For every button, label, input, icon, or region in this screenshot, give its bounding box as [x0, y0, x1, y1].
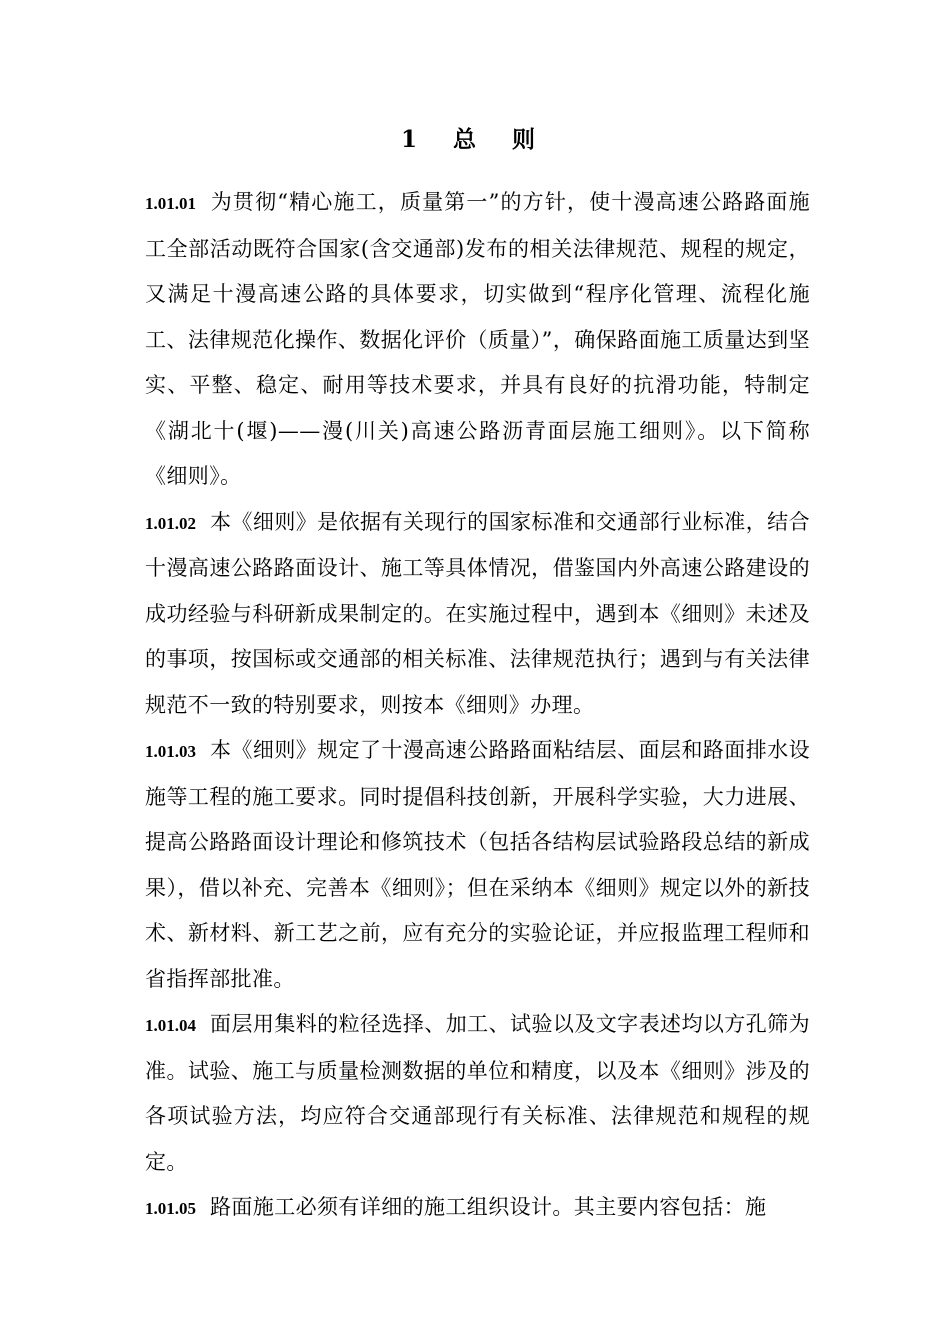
clause-number: 1.01.05	[145, 1199, 196, 1218]
clause-1-01-01	[145, 180, 810, 500]
clause-number: 1.01.04	[145, 1016, 196, 1035]
clause-text: 路面施工必须有详细的施工组织设计。其主要内容包括：施	[210, 1195, 767, 1219]
document-body	[145, 180, 810, 1232]
clause-1-01-03	[145, 728, 810, 1002]
chapter-title: 1 总 则	[400, 126, 550, 153]
clause-1-01-05	[145, 1185, 810, 1232]
clause-text: 本《细则》规定了十漫高速公路路面粘结层、面层和路面排水设施等工程的施工要求。同时提倡科技创新，开展科学实验，大力进展、提高公路路面设计理论和修筑技术（包括各结构层试验路段总结的新成果），借以补充、完善本《细则》；但在采纳本《细则》规定以外的新技术、新材料、新工艺之前，应有充分的实验论证，并应报监理工程师和省指挥部批准。	[145, 738, 810, 991]
clause-text: 本《细则》是依据有关现行的国家标准和交通部行业标准，结合十漫高速公路路面设计、施工等具体情况，借鉴国内外高速公路建设的成功经验与科研新成果制定的。在实施过程中，遇到本《细则》未述及的事项，按国标或交通部的相关标准、法律规范执行；遇到与有关法律规范不一致的特别要求，则按本《细则》办理。	[145, 509, 810, 717]
clause-number: 1.01.02	[145, 513, 196, 533]
clause-number: 1.01.03	[145, 742, 196, 761]
clause-text: 为贯彻“精心施工，质量第一”的方针，使十漫高速公路路面施工全部活动既符合国家(含交通部)发布的相关法律规范、规程的规定，又满足十漫高速公路的具体要求，切实做到“程序化管理、流程化施工、法律规范化操作、数据化评价（质量）”，确保路面施工质量达到坚实、平整、稳定、耐用等技术要求，并具有良好的抗滑功能，特制定《湖北十(堰)——漫(川关)高速公路沥青面层施工细则》。以下简称《细则》。	[145, 190, 810, 488]
clause-text: 面层用集料的粒径选择、加工、试验以及文字表述均以方孔筛为准。试验、施工与质量检测数据的单位和精度，以及本《细则》涉及的各项试验方法，均应符合交通部现行有关标准、法律规范和规程的规定。	[145, 1012, 810, 1174]
clause-1-01-02	[145, 500, 810, 729]
clause-number: 1.01.01	[145, 194, 196, 213]
clause-1-01-04	[145, 1002, 810, 1185]
